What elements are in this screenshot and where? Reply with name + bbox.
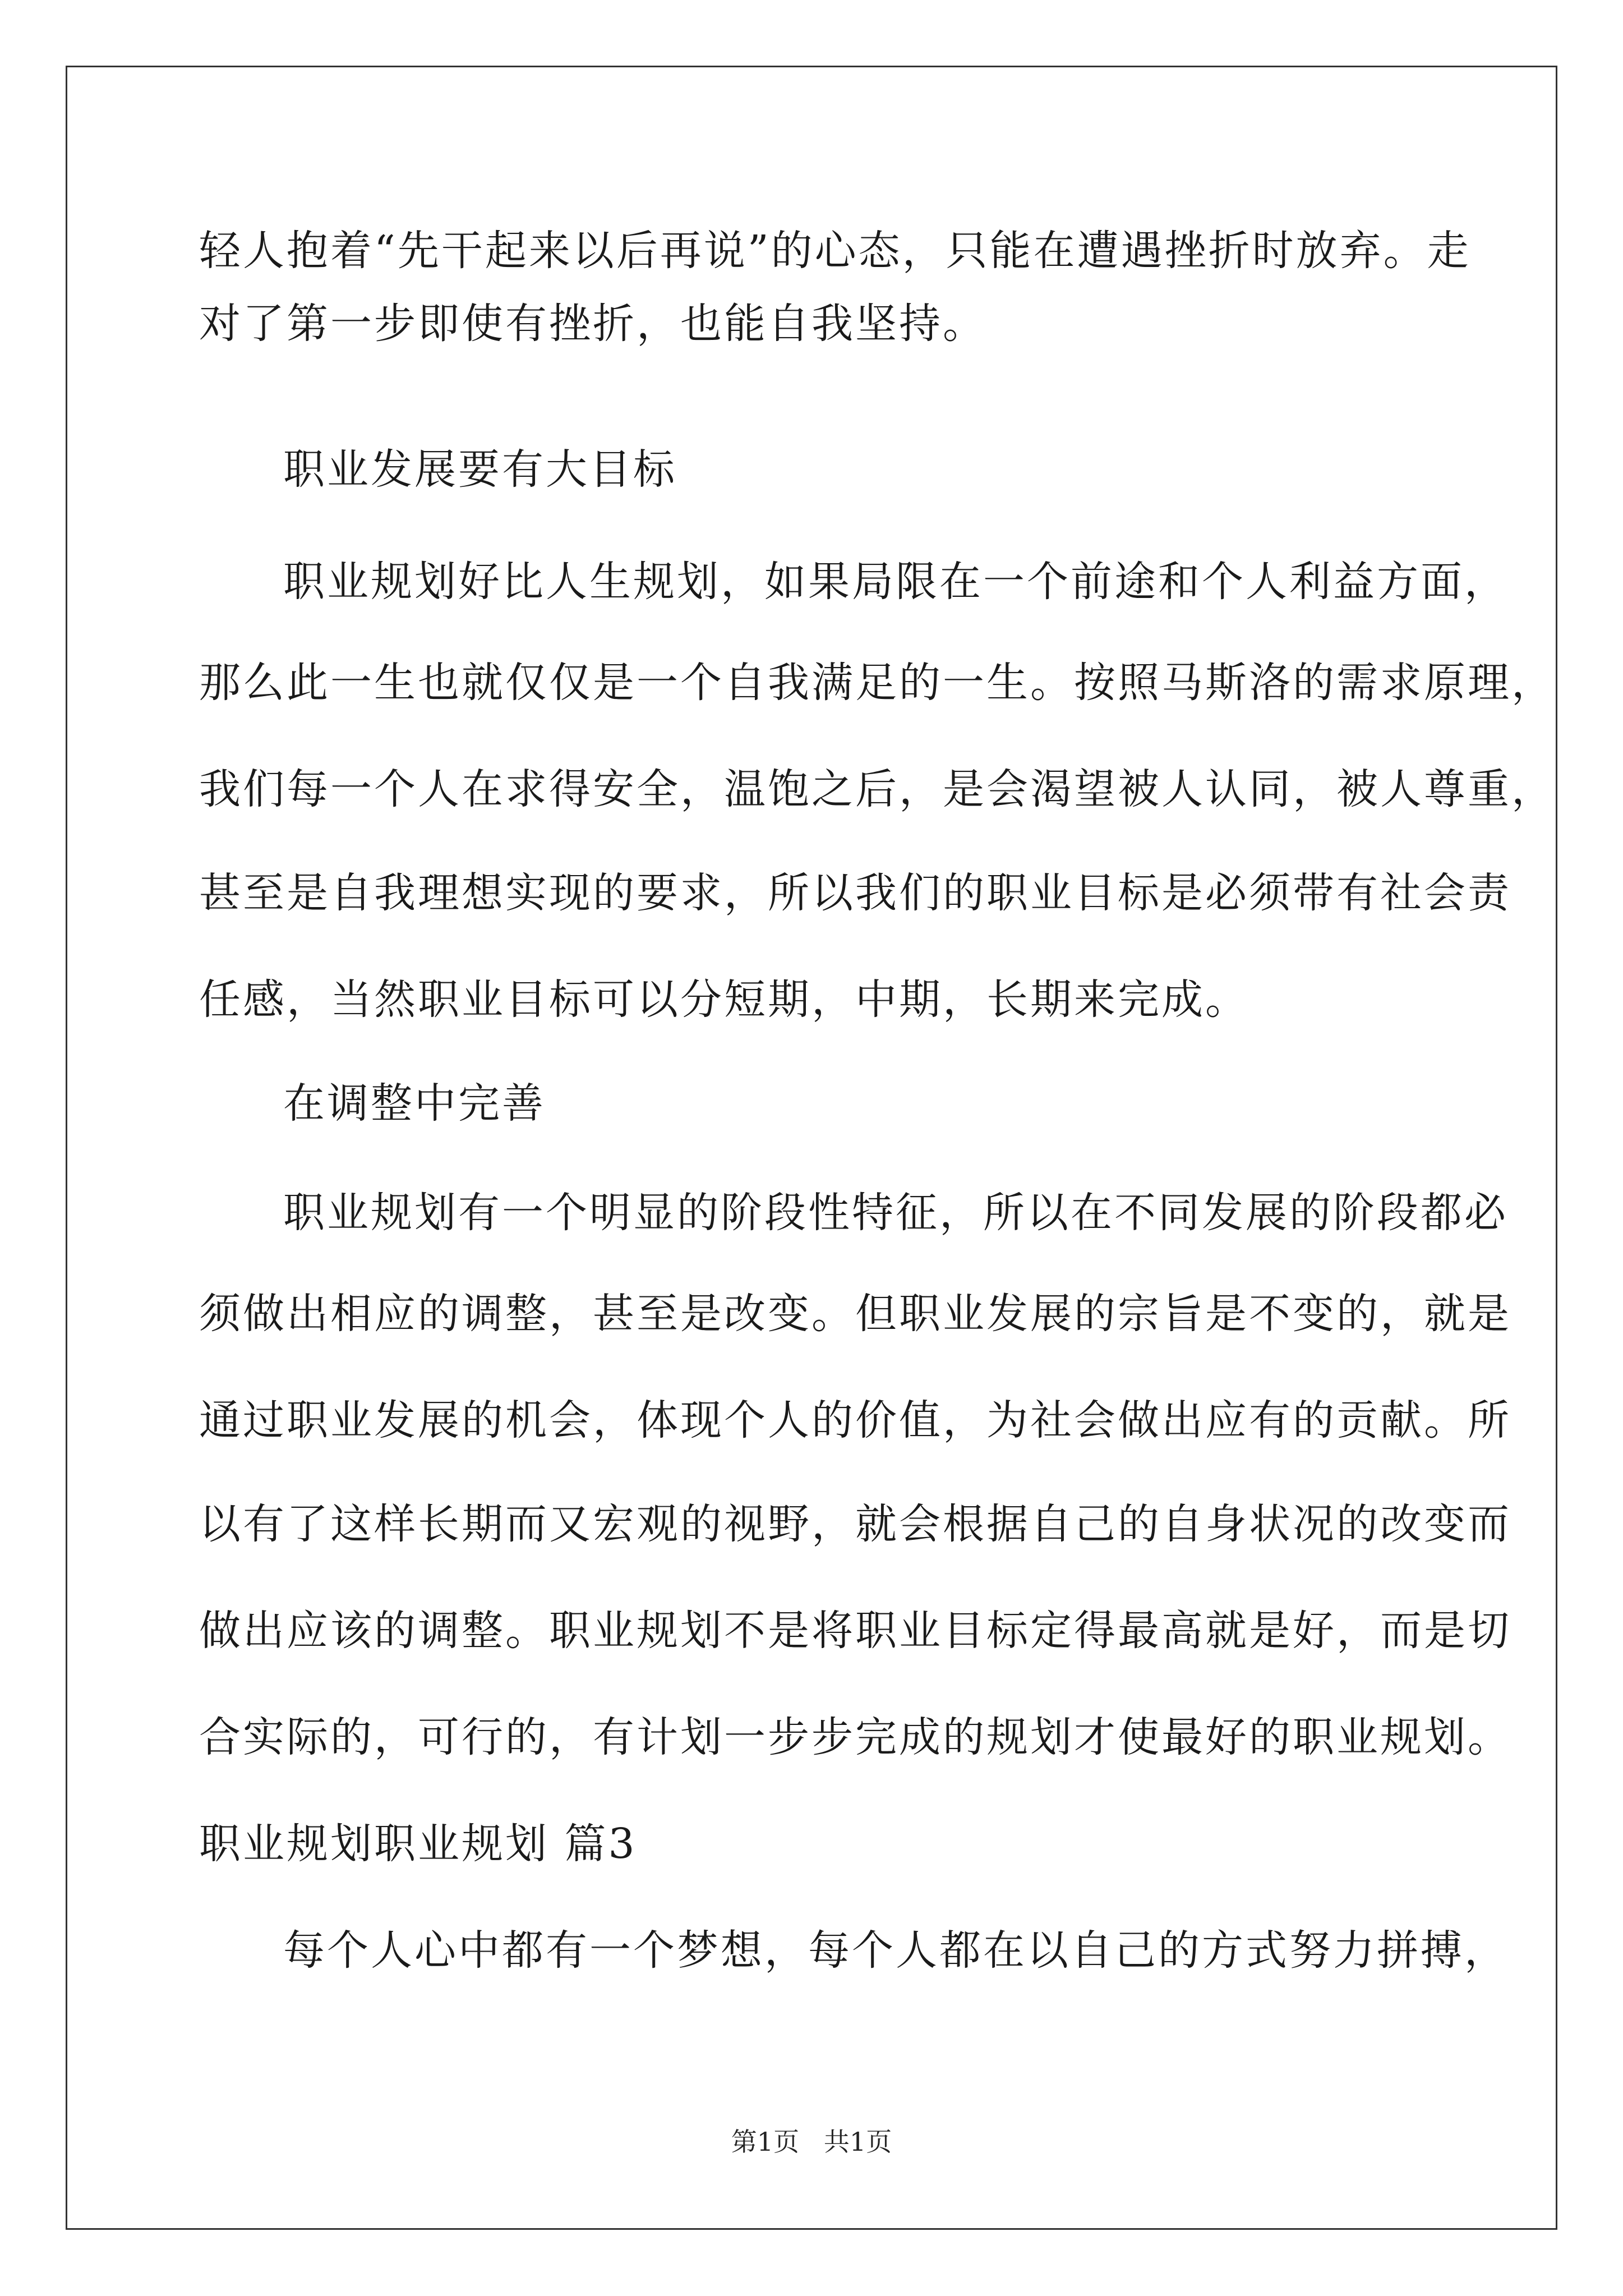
body-line: 甚至是自我理想实现的要求，所以我们的职业目标是必须带有社会责 xyxy=(199,869,1511,917)
body-line: 任感，当然职业目标可以分短期，中期，长期来完成。 xyxy=(199,976,1249,1024)
body-line: 我们每一个人在求得安全，温饱之后，是会渴望被人认同，被人尊重， xyxy=(199,765,1555,813)
body-line: 通过职业发展的机会，体现个人的价值，为社会做出应有的贡献。所 xyxy=(199,1396,1511,1444)
body-line: 职业规划有一个明显的阶段性特征，所以在不同发展的阶段都必 xyxy=(283,1189,1508,1237)
body-line: 做出应该的调整。职业规划不是将职业目标定得最高就是好，而是切 xyxy=(199,1607,1511,1655)
page-footer: 第1页 共1页 xyxy=(731,2127,892,2157)
body-line: 那么此一生也就仅仅是一个自我满足的一生。按照马斯洛的需求原理， xyxy=(199,659,1555,707)
body-line: 职业规划好比人生规划，如果局限在一个前途和个人利益方面， xyxy=(283,558,1508,606)
section-heading: 职业发展要有大目标 xyxy=(283,445,677,494)
body-line: 轻人抱着“先干起来以后再说”的心态，只能在遭遇挫折时放弃。走 xyxy=(199,227,1471,275)
chapter-heading: 职业规划职业规划 篇3 xyxy=(199,1820,637,1868)
body-line: 须做出相应的调整，甚至是改变。但职业发展的宗旨是不变的，就是 xyxy=(199,1290,1511,1338)
body-line: 对了第一步即使有挫折，也能自我坚持。 xyxy=(199,300,986,348)
body-line: 合实际的，可行的，有计划一步步完成的规划才使最好的职业规划。 xyxy=(199,1713,1511,1761)
body-line: 每个人心中都有一个梦想，每个人都在以自己的方式努力拼搏， xyxy=(283,1926,1508,1975)
section-heading: 在调整中完善 xyxy=(283,1079,546,1128)
page-border xyxy=(66,66,1557,2230)
body-line: 以有了这样长期而又宏观的视野，就会根据自己的自身状况的改变而 xyxy=(199,1500,1511,1548)
